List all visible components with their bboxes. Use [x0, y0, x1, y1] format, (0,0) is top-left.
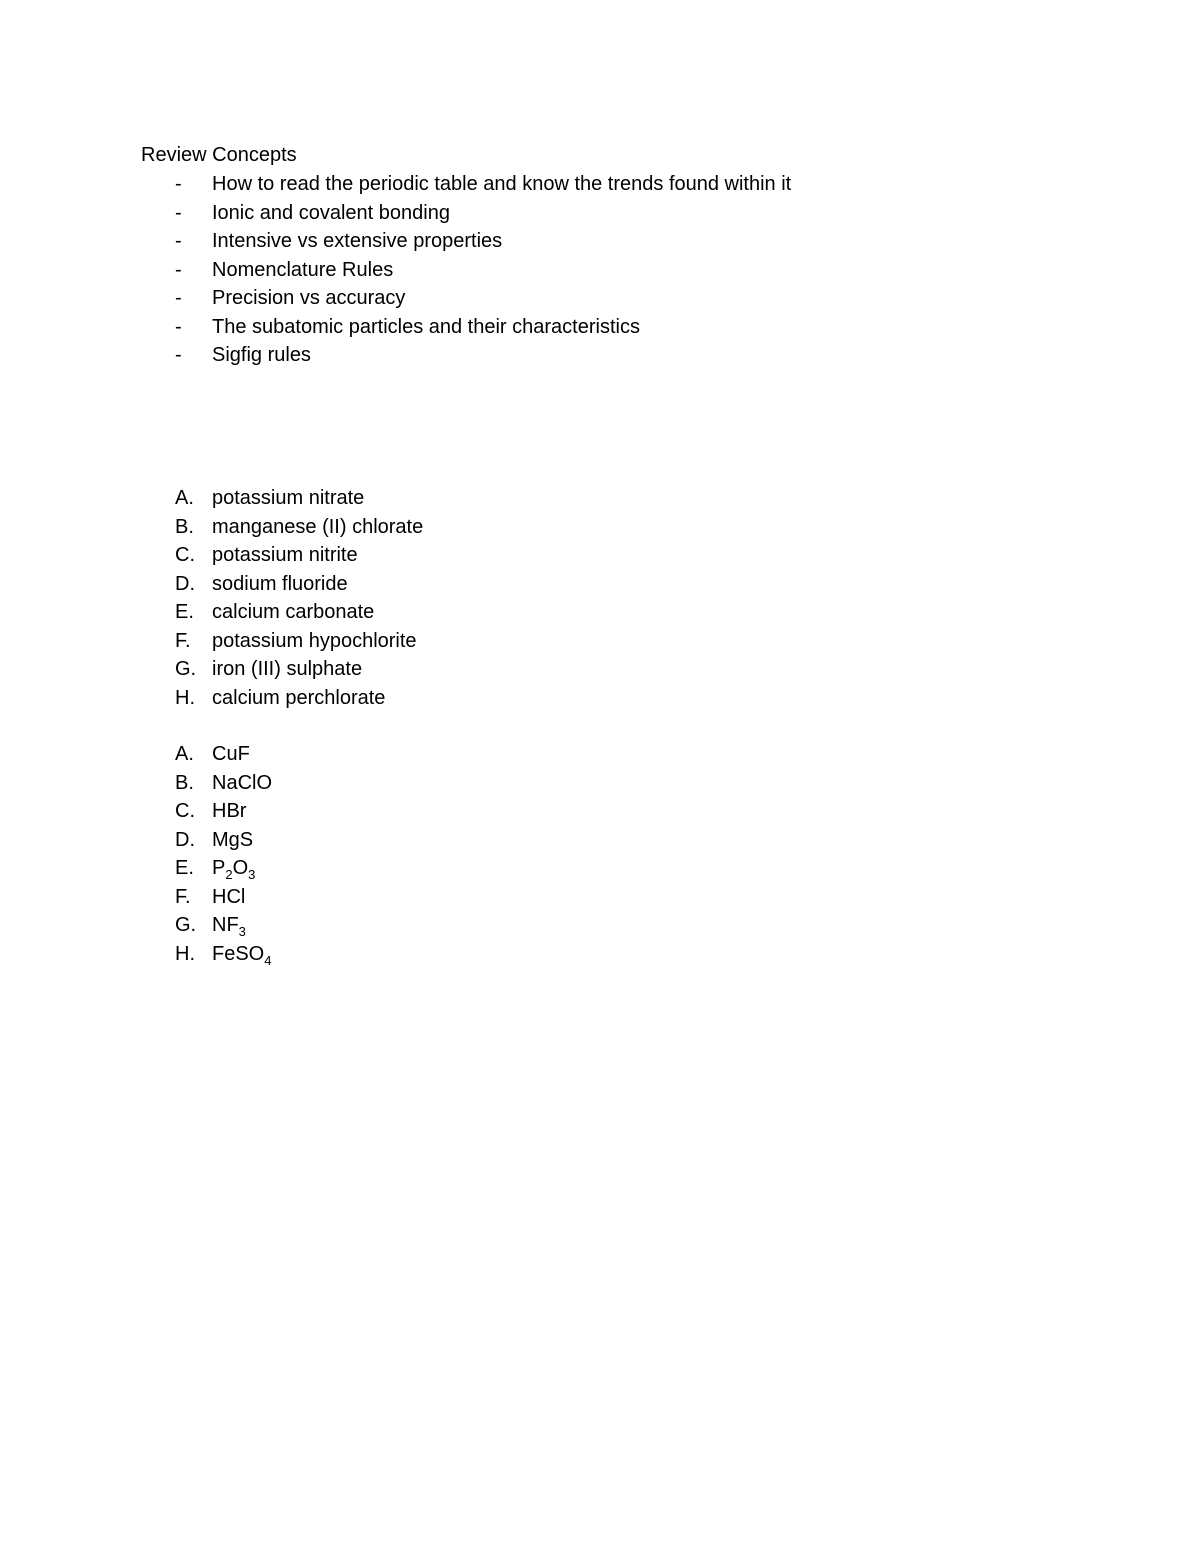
dash-bullet: -: [175, 201, 182, 224]
chemical-formula: [212, 883, 245, 911]
letter-marker: B.: [175, 515, 194, 538]
letter-marker: C.: [175, 800, 195, 822]
compound-name: calcium perchlorate: [212, 686, 386, 709]
letter-marker: C.: [175, 544, 195, 566]
letter-marker: F.: [175, 885, 191, 908]
compound-name: calcium carbonate: [212, 601, 375, 623]
compound-name: potassium nitrite: [212, 544, 358, 566]
letter-marker: H.: [175, 942, 195, 965]
dash-bullet: -: [175, 287, 182, 309]
list-item-text: The subatomic particles and their characteristics: [212, 315, 640, 338]
letter-marker: D.: [175, 828, 195, 851]
formula-subscript: 2: [225, 867, 233, 882]
list-item-text: Intensive vs extensive properties: [212, 230, 503, 252]
letter-marker: A.: [175, 743, 194, 765]
dash-bullet: -: [175, 173, 182, 195]
compound-name: potassium nitrate: [212, 487, 365, 509]
formula-part: CuF: [212, 743, 250, 765]
compound-name: potassium hypochlorite: [212, 629, 417, 652]
chemical-formula: [212, 740, 250, 768]
formula-subscript: 3: [248, 867, 256, 882]
dash-bullet: -: [175, 230, 182, 252]
chemical-formula: [212, 826, 253, 854]
dash-bullet: -: [175, 344, 182, 366]
compound-name: iron (III) sulphate: [212, 658, 363, 680]
list-item-text: Nomenclature Rules: [212, 258, 394, 281]
review-concepts-heading: Review Concepts: [141, 144, 297, 166]
formula-part: P: [212, 857, 226, 879]
formula-part: NF: [212, 914, 239, 936]
letter-marker: A.: [175, 487, 194, 509]
list-item-text: Precision vs accuracy: [212, 287, 406, 309]
letter-marker: B.: [175, 771, 194, 794]
list-item-text: How to read the periodic table and know the trends found within it: [212, 173, 792, 195]
list-item-text: Ionic and covalent bonding: [212, 201, 450, 224]
chemical-formula: [212, 940, 271, 968]
dash-bullet: -: [175, 315, 182, 338]
letter-marker: E.: [175, 857, 194, 879]
dash-bullet: -: [175, 258, 182, 281]
compound-name: sodium fluoride: [212, 572, 348, 595]
letter-marker: G.: [175, 658, 197, 680]
chemical-formula: [212, 911, 246, 939]
list-item-text: Sigfig rules: [212, 344, 311, 366]
letter-marker: D.: [175, 572, 195, 595]
letter-marker: H.: [175, 686, 195, 709]
formula-part: HCl: [212, 885, 246, 908]
formula-subscript: 3: [238, 924, 246, 939]
chemical-formula: [212, 854, 255, 882]
letter-marker: F.: [175, 629, 191, 652]
compound-name: manganese (II) chlorate: [212, 515, 424, 538]
letter-marker: E.: [175, 601, 194, 623]
formula-part: NaClO: [212, 771, 273, 794]
formula-part: MgS: [212, 828, 254, 851]
formula-part: HBr: [212, 800, 247, 822]
chemical-formula: [212, 769, 272, 797]
formula-part: O: [232, 857, 249, 879]
formula-subscript: 4: [264, 952, 272, 968]
formula-part: FeSO: [212, 942, 265, 965]
chemical-formula: [212, 797, 246, 825]
letter-marker: G.: [175, 914, 197, 936]
